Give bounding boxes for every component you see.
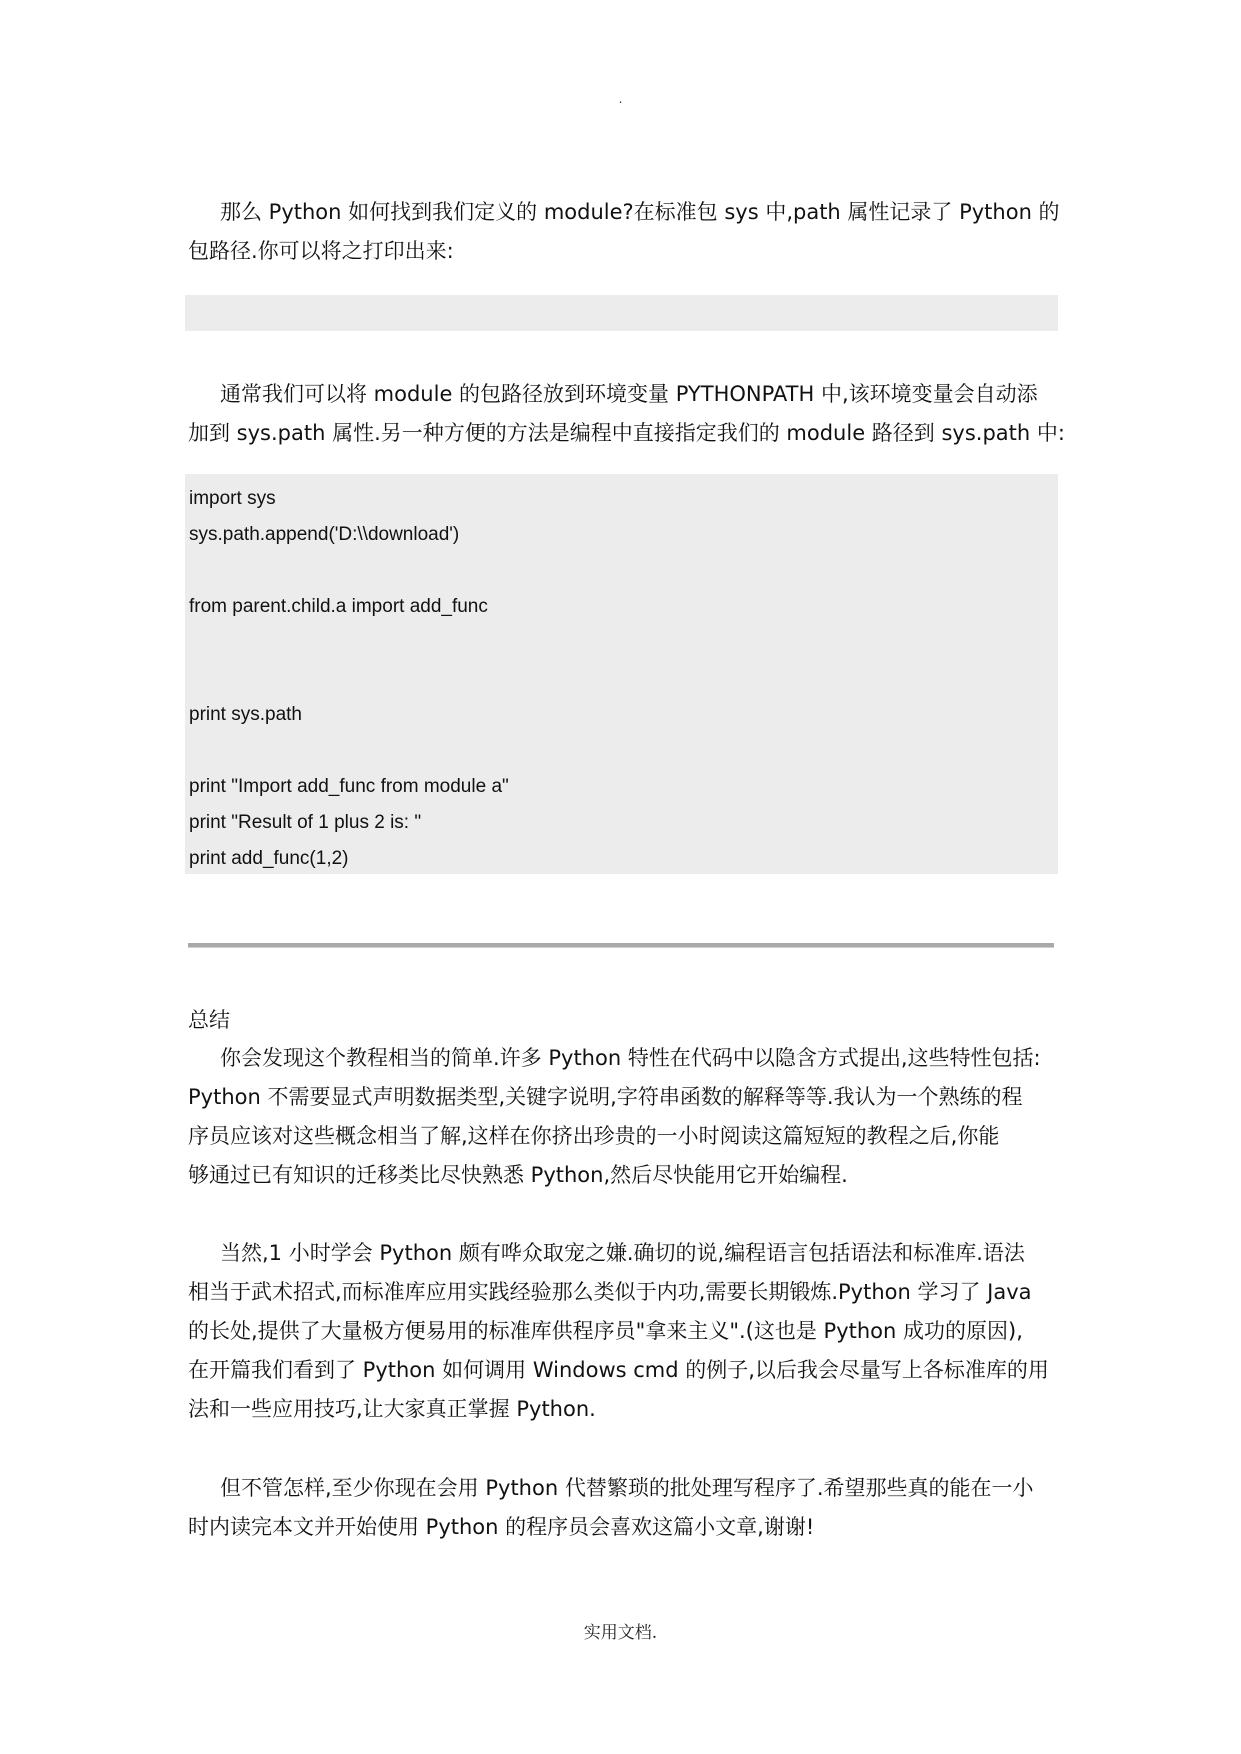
code-block — [185, 474, 1058, 874]
intro-line-1: 那么 Python 如何找到我们定义的 module?在标准包 sys 中,path 属性记录了 Python 的 — [220, 200, 1060, 224]
pythonpath-line-2: 加到 sys.path 属性.另一种方便的方法是编程中直接指定我们的 module 路径到 sys.path 中: — [188, 421, 1065, 445]
summary-p2-line: 当然,1 小时学会 Python 颇有哗众取宠之嫌.确切的说,编程语言包括语法和标准库.语法 — [220, 1241, 1025, 1265]
code-line: from parent.child.a import add_func — [189, 596, 488, 617]
code-line: sys.path.append('D:\\download') — [189, 524, 460, 545]
summary-p3-line: 时内读完本文并开始使用 Python 的程序员会喜欢这篇小文章,谢谢! — [188, 1515, 815, 1539]
summary-p1-line: 你会发现这个教程相当的简单.许多 Python 特性在代码中以隐含方式提出,这些特性包括: — [220, 1046, 1041, 1070]
summary-p1-line: Python 不需要显式声明数据类型,关键字说明,字符串函数的解释等等.我认为一个熟练的程 — [188, 1085, 1023, 1109]
summary-paragraph-2 — [188, 1234, 1058, 1429]
summary-paragraph-3 — [188, 1469, 1058, 1547]
pythonpath-line-1: 通常我们可以将 module 的包路径放到环境变量 PYTHONPATH 中,该环境变量会自动添 — [220, 382, 1038, 406]
intro-paragraph — [188, 193, 1058, 271]
summary-p2-line: 在开篇我们看到了 Python 如何调用 Windows cmd 的例子,以后我会尽量写上各标准库的用 — [188, 1358, 1049, 1382]
summary-p2-line: 的长处,提供了大量极方便易用的标准库供程序员"拿来主义".(这也是 Python 成功的原因), — [188, 1319, 1023, 1343]
intro-line-2: 包路径.你可以将之打印出来: — [188, 239, 454, 263]
code-line: print sys.path — [189, 704, 302, 725]
summary-p2-line: 法和一些应用技巧,让大家真正掌握 Python. — [188, 1397, 596, 1421]
code-line: import sys — [189, 488, 276, 509]
summary-paragraph-1 — [188, 1039, 1058, 1195]
empty-code-block — [185, 295, 1058, 331]
summary-heading: 总结 — [188, 1008, 230, 1032]
horizontal-rule — [188, 943, 1054, 948]
page-footer: 实用文档. — [583, 1623, 658, 1643]
header-mark: . — [618, 92, 623, 106]
summary-p3-line: 但不管怎样,至少你现在会用 Python 代替繁琐的批处理写程序了.希望那些真的能在一小 — [220, 1476, 1034, 1500]
summary-p2-line: 相当于武术招式,而标准库应用实践经验那么类似于内功,需要长期锻炼.Python 学习了 Java — [188, 1280, 1032, 1304]
summary-p1-line: 够通过已有知识的迁移类比尽快熟悉 Python,然后尽快能用它开始编程. — [188, 1163, 848, 1187]
pythonpath-paragraph — [188, 375, 1065, 453]
summary-p1-line: 序员应该对这些概念相当了解,这样在你挤出珍贵的一小时阅读这篇短短的教程之后,你能 — [188, 1124, 1000, 1148]
code-line: print add_func(1,2) — [189, 848, 349, 869]
code-line: print "Import add_func from module a" — [189, 776, 509, 797]
code-line: print "Result of 1 plus 2 is: " — [189, 812, 422, 833]
